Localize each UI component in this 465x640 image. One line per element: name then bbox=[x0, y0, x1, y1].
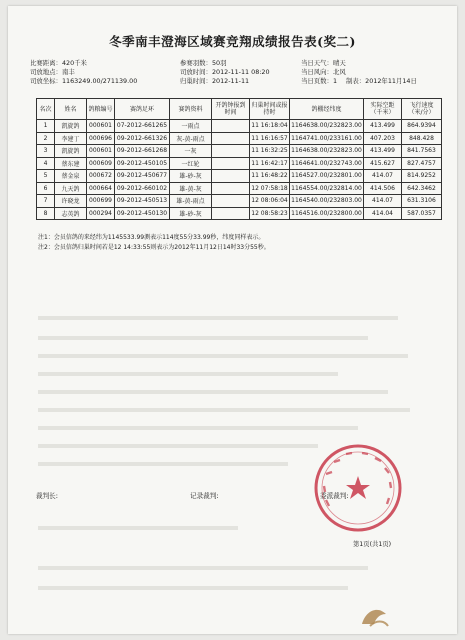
meta-made-time: 制表：2012年11月14日 bbox=[346, 77, 417, 85]
meta-entries: 参赛羽数：50羽 bbox=[180, 59, 227, 67]
cell-loft-id: 000664 bbox=[87, 182, 115, 195]
cell-name: 九天鸽 bbox=[55, 182, 87, 195]
column-header: 飞行速度（米/分） bbox=[402, 99, 442, 120]
cell-rank: 1 bbox=[37, 120, 55, 133]
cell-arrival: 11 16:16:57 bbox=[250, 132, 290, 145]
cell-clock-time bbox=[212, 182, 250, 195]
cell-distance: 414.07 bbox=[364, 170, 402, 183]
cell-bird-info: 雄-黄-灰 bbox=[170, 182, 212, 195]
cell-loft-id: 000601 bbox=[87, 120, 115, 133]
page-number: 第1页(共1页) bbox=[353, 541, 392, 548]
cell-name: 李建丁 bbox=[55, 132, 87, 145]
cell-coord: 1164554.00/232814.00 bbox=[290, 182, 364, 195]
cell-speed: 631.3106 bbox=[402, 195, 442, 208]
column-header: 赛鸽足环 bbox=[115, 99, 170, 120]
cell-bird-info: 雄-黄-雨点 bbox=[170, 195, 212, 208]
cell-coord: 1164516.00/232800.00 bbox=[290, 207, 364, 220]
cell-ring: 09-2012-450677 bbox=[115, 170, 170, 183]
cell-distance: 415.627 bbox=[364, 157, 402, 170]
column-header: 鸽粮编号 bbox=[87, 99, 115, 120]
column-header: 鸽棚经纬度 bbox=[290, 99, 364, 120]
cell-distance: 413.499 bbox=[364, 120, 402, 133]
meta-wind: 当日风向：北风 bbox=[301, 68, 346, 76]
results-table bbox=[36, 98, 442, 220]
cell-rank: 4 bbox=[37, 157, 55, 170]
meta-return-time: 归巢时间：2012-11-11 bbox=[180, 77, 250, 85]
cell-ring: 09-2012-660102 bbox=[115, 182, 170, 195]
cell-loft-id: 000696 bbox=[87, 132, 115, 145]
table-row bbox=[37, 157, 442, 170]
cell-clock-time bbox=[212, 195, 250, 208]
cell-coord: 1164638.00/232823.00 bbox=[290, 145, 364, 158]
cell-speed: 848.428 bbox=[402, 132, 442, 145]
cell-clock-time bbox=[212, 145, 250, 158]
column-header: 姓名 bbox=[55, 99, 87, 120]
report-title: 冬季南丰澄海区域赛竞翔成绩报告表(奖二) bbox=[109, 34, 356, 49]
cell-ring: 09-2012-450130 bbox=[115, 207, 170, 220]
cell-loft-id: 000601 bbox=[87, 145, 115, 158]
table-row bbox=[37, 182, 442, 195]
meta-page-count: 当日页数：1 bbox=[301, 77, 338, 85]
cell-bird-info: 雄-砂-灰 bbox=[170, 207, 212, 220]
cell-ring: 07-2012-661265 bbox=[115, 120, 170, 133]
cell-clock-time bbox=[212, 132, 250, 145]
cell-loft-id: 000609 bbox=[87, 157, 115, 170]
cell-rank: 8 bbox=[37, 207, 55, 220]
cell-distance: 414.506 bbox=[364, 182, 402, 195]
table-row bbox=[37, 207, 442, 220]
cell-speed: 587.0357 bbox=[402, 207, 442, 220]
cell-name: 许晓龙 bbox=[55, 195, 87, 208]
footnote-2: 注2：会员信鸽归巢时间若是12 14:33:55则表示为2012年11月12日14时33分55秒。 bbox=[38, 244, 270, 251]
cell-arrival: 12 07:58:18 bbox=[250, 182, 290, 195]
cell-speed: 814.9252 bbox=[402, 170, 442, 183]
cell-name: 凯旋鸽 bbox=[55, 120, 87, 133]
cell-rank: 7 bbox=[37, 195, 55, 208]
table-header-row bbox=[37, 99, 442, 120]
cell-clock-time bbox=[212, 170, 250, 183]
cell-loft-id: 000294 bbox=[87, 207, 115, 220]
cell-loft-id: 000672 bbox=[87, 170, 115, 183]
cell-arrival: 11 16:48:22 bbox=[250, 170, 290, 183]
cell-distance: 413.499 bbox=[364, 145, 402, 158]
cell-rank: 6 bbox=[37, 182, 55, 195]
cell-name: 蔡金泉 bbox=[55, 170, 87, 183]
cell-loft-id: 000699 bbox=[87, 195, 115, 208]
column-header: 赛鸽资料 bbox=[170, 99, 212, 120]
meta-distance: 比赛距离：420千米 bbox=[30, 59, 87, 67]
cell-rank: 3 bbox=[37, 145, 55, 158]
cell-clock-time bbox=[212, 157, 250, 170]
table-row bbox=[37, 195, 442, 208]
column-header: 实际空距（千米） bbox=[364, 99, 402, 120]
cell-bird-info: 雄-砂-灰 bbox=[170, 170, 212, 183]
cell-arrival: 11 16:42:17 bbox=[250, 157, 290, 170]
cell-coord: 1164540.00/232803.00 bbox=[290, 195, 364, 208]
cell-name: 凯旋鸽 bbox=[55, 145, 87, 158]
cell-coord: 1164527.00/232801.00 bbox=[290, 170, 364, 183]
meta-release-place: 司放地点：南丰 bbox=[30, 68, 75, 76]
official-seal-stamp bbox=[312, 442, 404, 534]
recorder-signature-label: 记录裁判: bbox=[190, 492, 219, 500]
column-header: 名次 bbox=[37, 99, 55, 120]
cell-distance: 414.07 bbox=[364, 195, 402, 208]
cell-speed: 827.4757 bbox=[402, 157, 442, 170]
cell-distance: 414.04 bbox=[364, 207, 402, 220]
report-page bbox=[8, 6, 457, 634]
cell-ring: 09-2012-661326 bbox=[115, 132, 170, 145]
cell-speed: 864.9394 bbox=[402, 120, 442, 133]
column-header: 归巢时间或报持时 bbox=[250, 99, 290, 120]
meta-release-coord: 司放坐标：1163249.00/271139.00 bbox=[30, 77, 138, 85]
cell-ring: 09-2012-450105 bbox=[115, 157, 170, 170]
footnote-1: 注1：会员信鸽的来经纬为1145533.99测表示114度55分33.99秒，纬度同样表示。 bbox=[38, 234, 265, 241]
cell-arrival: 11 16:32:25 bbox=[250, 145, 290, 158]
cell-bird-info: 一红轮 bbox=[170, 157, 212, 170]
cell-clock-time bbox=[212, 120, 250, 133]
verifier-signature-label: 委派裁判: bbox=[320, 492, 349, 500]
cell-name: 志英鸽 bbox=[55, 207, 87, 220]
site-watermark-logo bbox=[356, 600, 460, 634]
cell-arrival: 11 16:18:04 bbox=[250, 120, 290, 133]
cell-coord: 1164741.00/233161.00 bbox=[290, 132, 364, 145]
table-row bbox=[37, 145, 442, 158]
meta-weather: 当日天气：晴天 bbox=[301, 59, 346, 67]
cell-clock-time bbox=[212, 207, 250, 220]
cell-rank: 5 bbox=[37, 170, 55, 183]
cell-distance: 407.203 bbox=[364, 132, 402, 145]
cell-speed: 642.3462 bbox=[402, 182, 442, 195]
cell-speed: 841.7563 bbox=[402, 145, 442, 158]
table-row bbox=[37, 170, 442, 183]
column-header: 开鸽钟报到时间 bbox=[212, 99, 250, 120]
cell-arrival: 12 08:58:23 bbox=[250, 207, 290, 220]
cell-arrival: 12 08:06:04 bbox=[250, 195, 290, 208]
cell-coord: 1164638.00/232823.00 bbox=[290, 120, 364, 133]
judge-signature-label: 裁判长: bbox=[36, 492, 59, 500]
cell-coord: 1164641.00/232743.00 bbox=[290, 157, 364, 170]
cell-name: 蔡东建 bbox=[55, 157, 87, 170]
cell-bird-info: 一雨点 bbox=[170, 120, 212, 133]
table-row bbox=[37, 120, 442, 133]
cell-bird-info: 一灰 bbox=[170, 145, 212, 158]
cell-ring: 09-2012-661268 bbox=[115, 145, 170, 158]
cell-bird-info: 灰-黄-雨点 bbox=[170, 132, 212, 145]
table-row bbox=[37, 132, 442, 145]
meta-release-time: 司放时间：2012-11-11 08:20 bbox=[180, 68, 270, 76]
cell-rank: 2 bbox=[37, 132, 55, 145]
cell-ring: 09-2012-450513 bbox=[115, 195, 170, 208]
